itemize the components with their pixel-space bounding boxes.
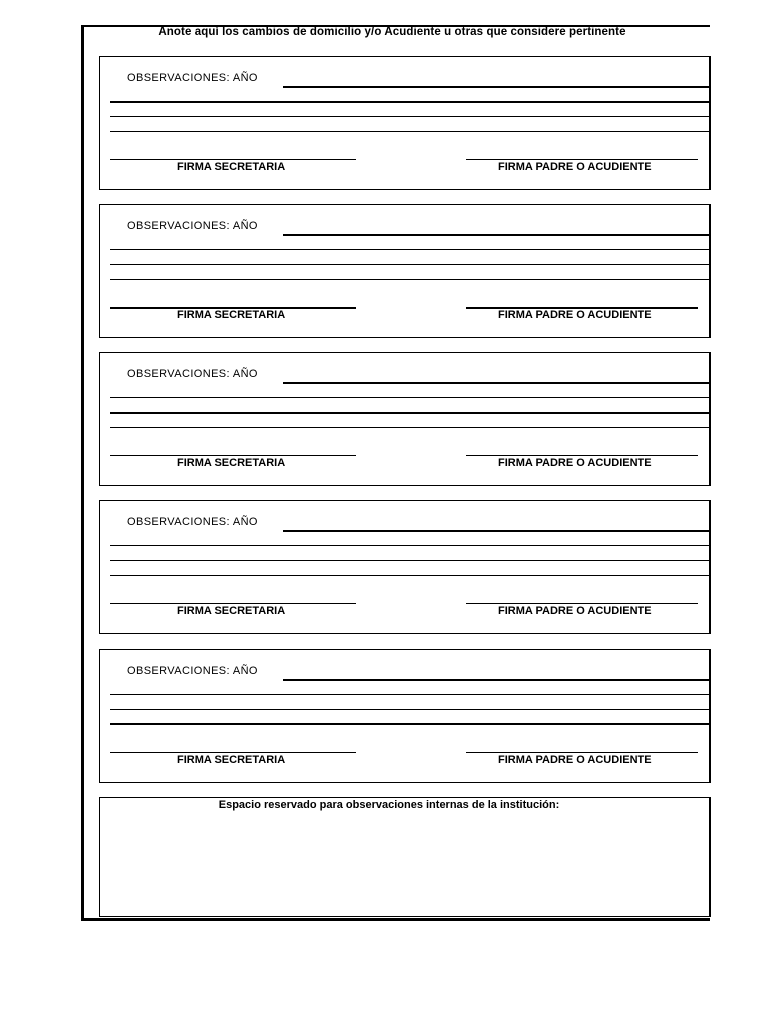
parent-signature-label: FIRMA PADRE O ACUDIENTE bbox=[498, 754, 652, 766]
observation-line[interactable] bbox=[110, 545, 709, 546]
internal-observations-box[interactable] bbox=[99, 797, 711, 917]
parent-signature-label: FIRMA PADRE O ACUDIENTE bbox=[498, 309, 652, 321]
observaciones-label: OBSERVACIONES: AÑO bbox=[127, 665, 258, 677]
observation-line[interactable] bbox=[110, 709, 709, 710]
secretary-signature-line[interactable] bbox=[110, 455, 356, 456]
secretary-signature-label: FIRMA SECRETARIA bbox=[177, 457, 286, 469]
observation-line[interactable] bbox=[110, 397, 709, 398]
year-input-line[interactable] bbox=[283, 86, 709, 88]
parent-signature-line[interactable] bbox=[466, 159, 698, 160]
observation-line[interactable] bbox=[110, 694, 709, 695]
year-input-line[interactable] bbox=[283, 382, 709, 384]
secretary-signature-label: FIRMA SECRETARIA bbox=[177, 605, 286, 617]
parent-signature-label: FIRMA PADRE O ACUDIENTE bbox=[498, 605, 652, 617]
secretary-signature-line[interactable] bbox=[110, 752, 356, 753]
observation-line[interactable] bbox=[110, 412, 709, 414]
observation-section bbox=[99, 204, 711, 338]
secretary-signature-label: FIRMA SECRETARIA bbox=[177, 309, 286, 321]
internal-observations-title: Espacio reservado para observaciones internas de la institución: bbox=[218, 799, 560, 811]
year-input-line[interactable] bbox=[283, 530, 709, 532]
observation-section bbox=[99, 649, 711, 783]
year-input-line[interactable] bbox=[283, 234, 709, 236]
parent-signature-label: FIRMA PADRE O ACUDIENTE bbox=[498, 457, 652, 469]
observaciones-label: OBSERVACIONES: AÑO bbox=[127, 368, 258, 380]
parent-signature-line[interactable] bbox=[466, 455, 698, 456]
observation-line[interactable] bbox=[110, 101, 709, 103]
observation-section bbox=[99, 352, 711, 486]
observation-line[interactable] bbox=[110, 560, 709, 561]
observation-line[interactable] bbox=[110, 427, 709, 428]
observation-line[interactable] bbox=[110, 575, 709, 576]
secretary-signature-label: FIRMA SECRETARIA bbox=[177, 754, 286, 766]
observation-line[interactable] bbox=[110, 264, 709, 265]
parent-signature-line[interactable] bbox=[466, 603, 698, 604]
observation-line[interactable] bbox=[110, 279, 709, 280]
observation-section bbox=[99, 500, 711, 634]
observation-line[interactable] bbox=[110, 723, 709, 725]
observation-line[interactable] bbox=[110, 131, 709, 132]
secretary-signature-line[interactable] bbox=[110, 603, 356, 604]
observation-line[interactable] bbox=[110, 116, 709, 117]
observation-section bbox=[99, 56, 711, 190]
observation-line[interactable] bbox=[110, 249, 709, 250]
page-title: Anote aquí los cambios de domicilio y/o Acudiente u otras que considere pertinente bbox=[158, 26, 626, 38]
observaciones-label: OBSERVACIONES: AÑO bbox=[127, 516, 258, 528]
year-input-line[interactable] bbox=[283, 679, 709, 681]
parent-signature-label: FIRMA PADRE O ACUDIENTE bbox=[498, 161, 652, 173]
observaciones-label: OBSERVACIONES: AÑO bbox=[127, 72, 258, 84]
observaciones-label: OBSERVACIONES: AÑO bbox=[127, 220, 258, 232]
secretary-signature-label: FIRMA SECRETARIA bbox=[177, 161, 286, 173]
parent-signature-line[interactable] bbox=[466, 752, 698, 753]
secretary-signature-line[interactable] bbox=[110, 159, 356, 160]
